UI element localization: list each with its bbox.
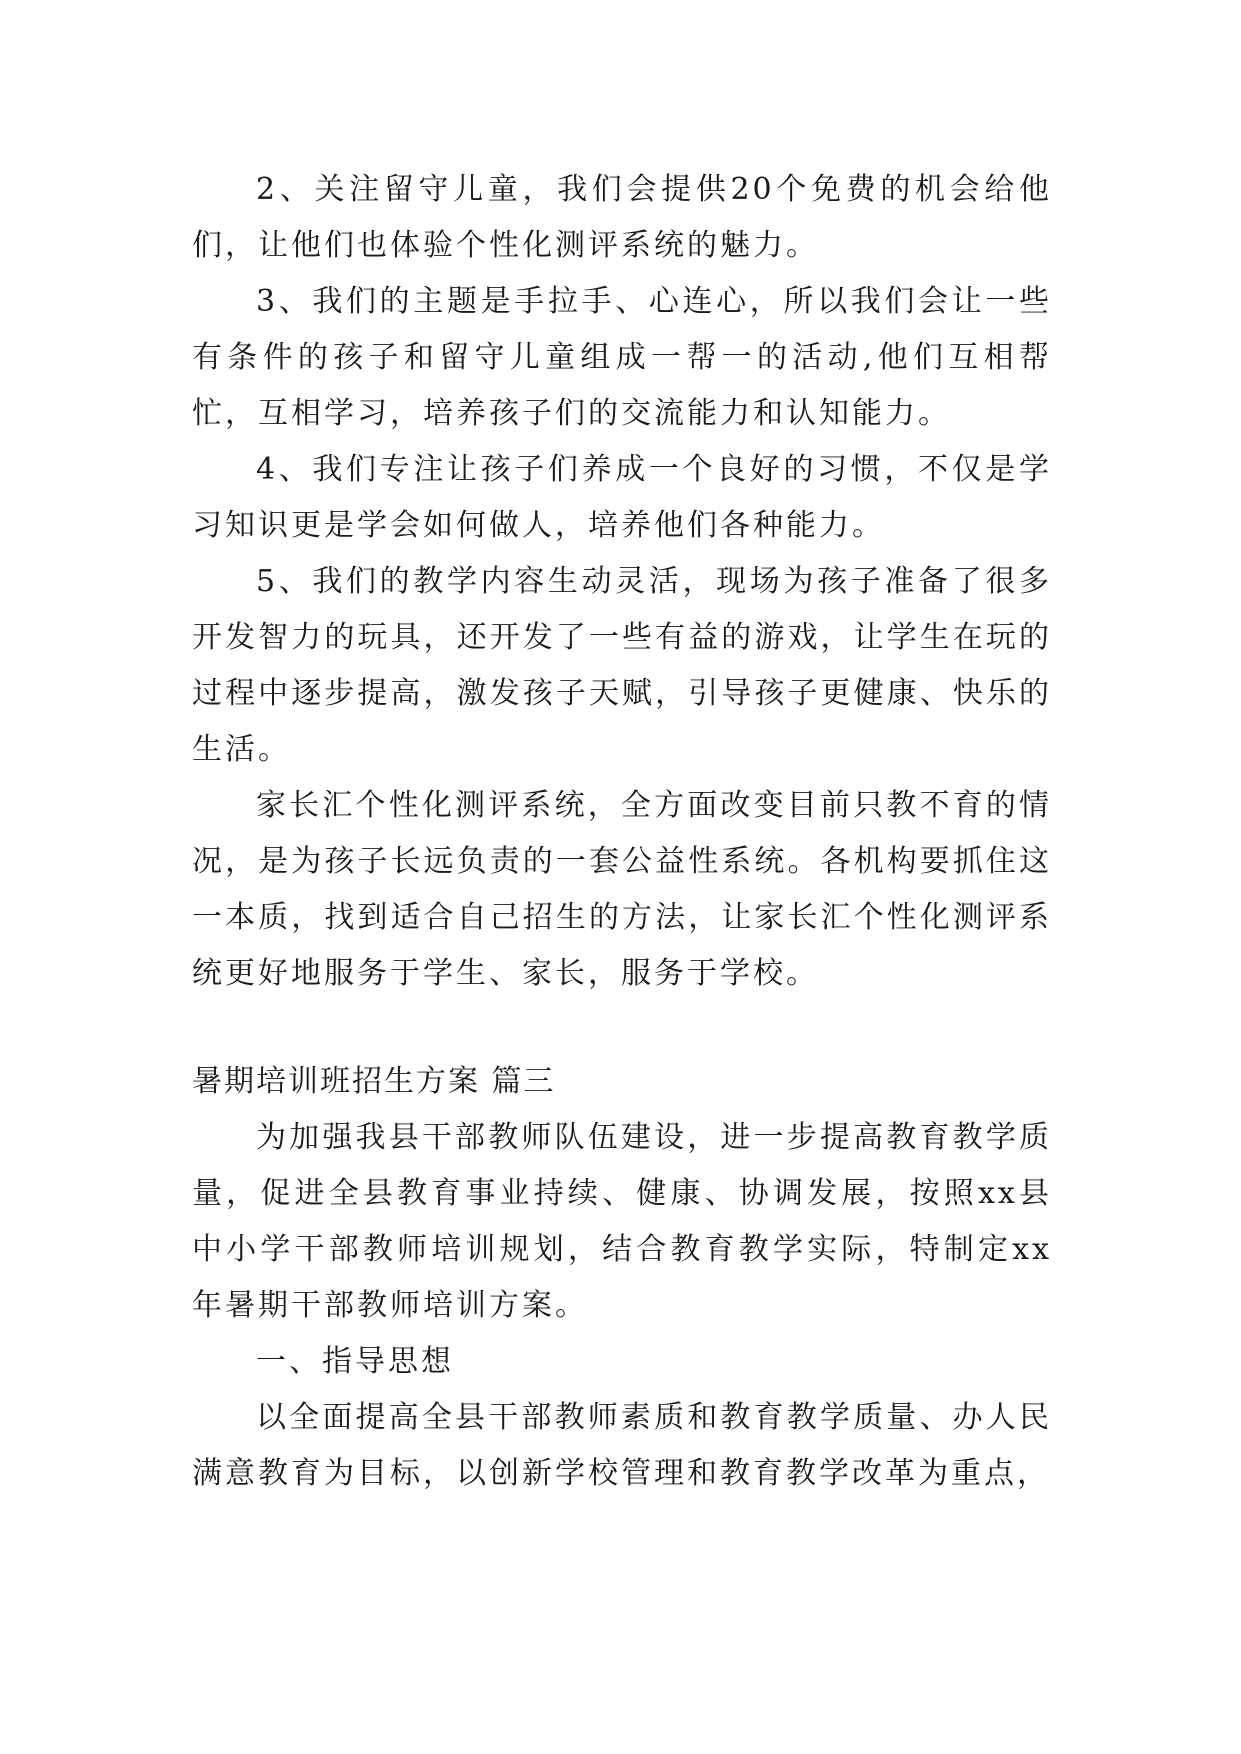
paragraph-item-5: 5、我们的教学内容生动灵活，现场为孩子准备了很多开发智力的玩具，还开发了一些有益的游戏，让学生在玩的过程中逐步提高，激发孩子天赋，引导孩子更健康、快乐的生活。 — [192, 564, 1052, 767]
paragraph-summary: 家长汇个性化测评系统，全方面改变目前只教不育的情况，是为孩子长远负责的一套公益性系统。各机构要抓住这一本质，找到适合自己招生的方法，让家长汇个性化测评系统更好地服务于学生、家长，服务于学校。 — [192, 788, 1052, 991]
document-body — [192, 162, 1052, 1502]
subheading-guiding-thought: 一、指导思想 — [256, 1344, 454, 1379]
section-title: 暑期培训班招生方案 篇三 — [192, 1064, 556, 1099]
paragraph-guiding-thought: 以全面提高全县干部教师素质和教育教学质量、办人民满意教育为目标，以创新学校管理和教育教学改革为重点， — [192, 1400, 1052, 1491]
paragraph-intro: 为加强我县干部教师队伍建设，进一步提高教育教学质量，促进全县教育事业持续、健康、协调发展，按照xx县中小学干部教师培训规划，结合教育教学实际，特制定xx年暑期干部教师培训方案。 — [192, 1120, 1052, 1323]
paragraph-item-3: 3、我们的主题是手拉手、心连心，所以我们会让一些有条件的孩子和留守儿童组成一帮一的活动,他们互相帮忙，互相学习，培养孩子们的交流能力和认知能力。 — [192, 284, 1052, 431]
paragraph-item-2: 2、关注留守儿童，我们会提供20个免费的机会给他们，让他们也体验个性化测评系统的魅力。 — [192, 172, 1052, 263]
paragraph-item-4: 4、我们专注让孩子们养成一个良好的习惯，不仅是学习知识更是学会如何做人，培养他们各种能力。 — [192, 452, 1052, 543]
section-spacer — [192, 1002, 1052, 1054]
